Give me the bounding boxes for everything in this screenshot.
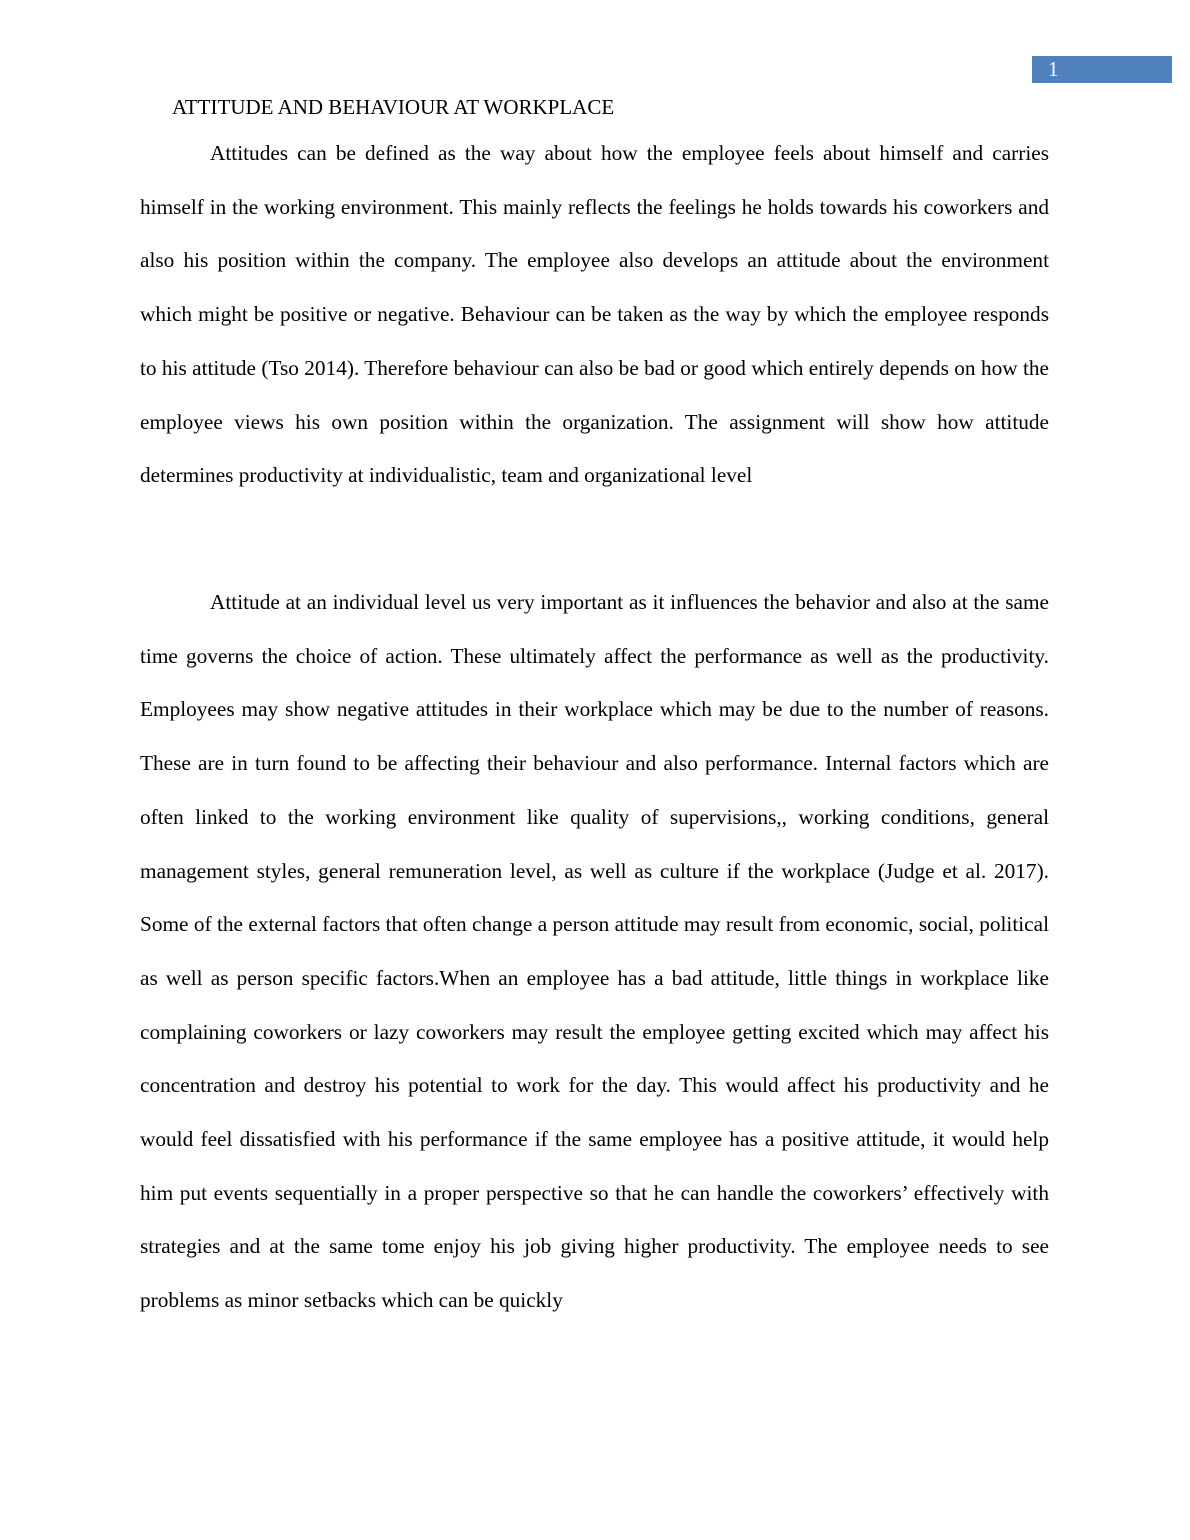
page-number-badge bbox=[1032, 56, 1172, 83]
page-number: 1 bbox=[1048, 57, 1059, 81]
body-paragraph-1: Attitudes can be defined as the way about how the employee feels about himself and carries himself in the working environment. This mainly reflects the feelings he holds towards his coworkers and also his position within the company. The employee also develops an attitude about the environment which might be positive or negative. Behaviour can be taken as the way by which the employee responds to his attitude (Tso 2014). Therefore behaviour can also be bad or good which entirely depends on how the employee views his own position within the organization. The assignment will show how attitude determines productivity at individualistic, team and organizational level bbox=[140, 141, 1049, 488]
document-title: ATTITUDE AND BEHAVIOUR AT WORKPLACE bbox=[172, 95, 615, 119]
body-paragraph-2: Attitude at an individual level us very important as it influences the behavior and also at the same time governs the choice of action. These ultimately affect the performance as well as the productivity. Employees may show negative attitudes in their workplace which may be due to the number of reasons. These are in turn found to be affecting their behaviour and also performance. Internal factors which are often linked to the working environment like quality of supervisions,, working conditions, general management styles, general remuneration level, as well as culture if the workplace (Judge et al. 2017). Some of the external factors that often change a person attitude may result from economic, social, political as well as person specific factors.When an employee has a bad attitude, little things in workplace like complaining coworkers or lazy coworkers may result the employee getting excited which may affect his concentration and destroy his potential to work for the day. This would affect his productivity and he would feel dissatisfied with his performance if the same employee has a positive attitude, it would help him put events sequentially in a proper perspective so that he can handle the coworkers’ effectively with strategies and at the same tome enjoy his job giving higher productivity. The employee needs to see problems as minor setbacks which can be quickly bbox=[140, 590, 1049, 1313]
